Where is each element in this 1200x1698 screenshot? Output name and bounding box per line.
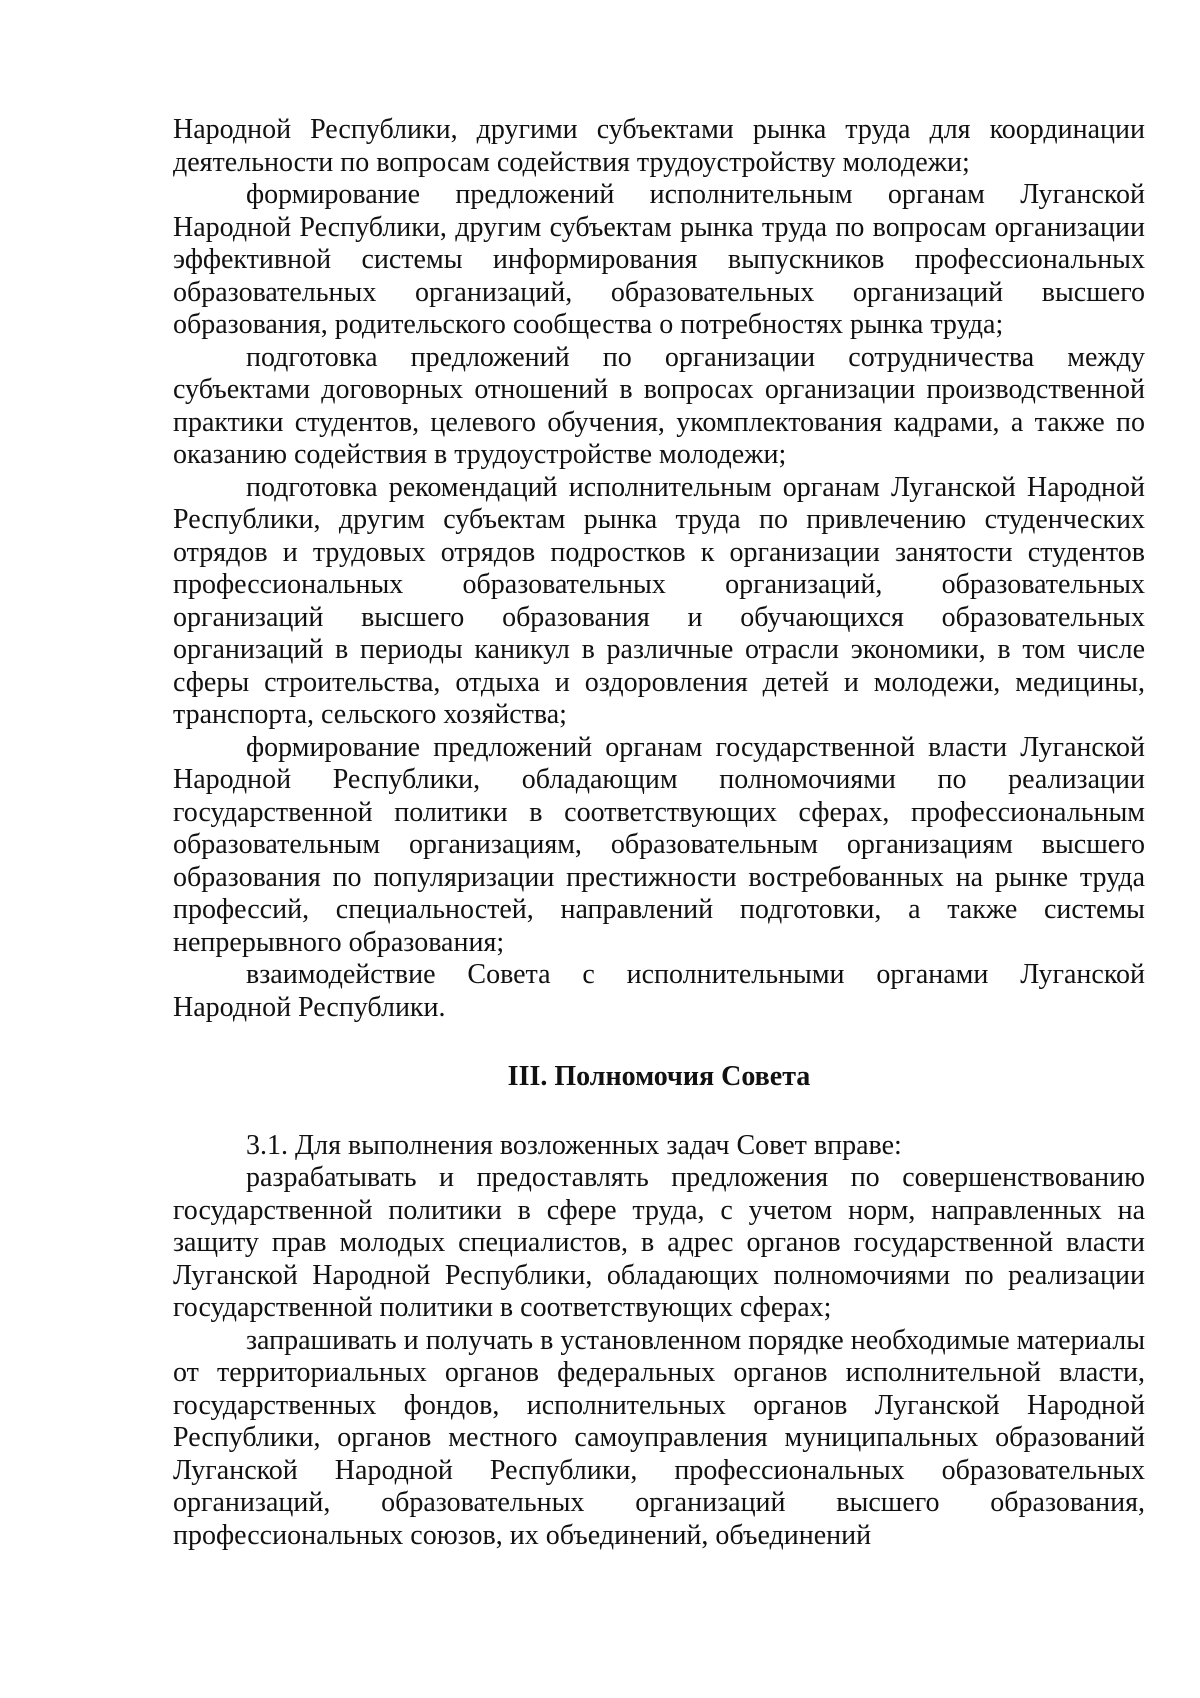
paragraph-continuation: Народной Республики, другими субъектами рынка труда для координации деятельности по вопросам содействия трудоустройству молодежи; — [173, 114, 1145, 178]
paragraph-recommendations: подготовка рекомендаций исполнительным органам Луганской Народной Республики, другим субъектам рынка труда по привлечению студенческих отрядов и трудовых отрядов подростков к организации занятости студентов профессиональных образовательных организаций, образовательных организаций высшего образования и обучающихся образовательных организаций в периоды каникул в различные отрасли экономики, в том числе сферы строительства, отдыха и оздоровления детей и молодежи, медицины, транспорта, сельского хозяйства; — [173, 471, 1145, 730]
paragraph-clause-3-1: 3.1. Для выполнения возложенных задач Совет вправе: — [246, 1129, 902, 1161]
paragraph-develop-proposals: разрабатывать и предоставлять предложения по совершенствованию государственной политики в сфере труда, с учетом норм, направленных на защиту прав молодых специалистов, в адрес органов государственной власти Луганской Народной Республики, обладающих полномочиями по реализации государственной политики в соответствующих сферах; — [173, 1162, 1145, 1323]
paragraph-popularization: формирование предложений органам государственной власти Луганской Народной Республики, обладающим полномочиями по реализации государственной политики в соответствующих сферах, профессиональным образовательным организациям, образовательным организациям высшего образования по популяризации престижности востребованных на рынке труда профессий, специальностей, направлений подготовки, а также системы непрерывного образования; — [173, 731, 1145, 958]
paragraph-cooperation: подготовка предложений по организации сотрудничества между субъектами договорных отношений в вопросах организации производственной практики студентов, целевого обучения, укомплектования кадрами, а также по оказанию содействия в трудоустройстве молодежи; — [173, 341, 1145, 470]
section-heading: III. Полномочия Совета — [507, 1061, 811, 1092]
paragraph-proposals-information: формирование предложений исполнительным органам Луганской Народной Республики, другим субъектам рынка труда по вопросам организации эффективной системы информирования выпускников профессиональных образовательных организаций, образовательных организаций высшего образования, родительского сообщества о потребностях рынка труда; — [173, 179, 1145, 340]
paragraph-interaction: взаимодействие Совета с исполнительными органами Луганской Народной Республики. — [173, 959, 1145, 1023]
paragraph-request-materials: запрашивать и получать в установленном порядке необходимые материалы от территориальных органов федеральных органов исполнительной власти, государственных фондов, исполнительных органов Луганской Народной Республики, органов местного самоуправления муниципальных образований Луганской Народной Республики, профессиональных образовательных организаций, образовательных организаций высшего образования, профессиональных союзов, их объединений, объединений — [173, 1324, 1145, 1551]
document-page — [173, 114, 1145, 1552]
